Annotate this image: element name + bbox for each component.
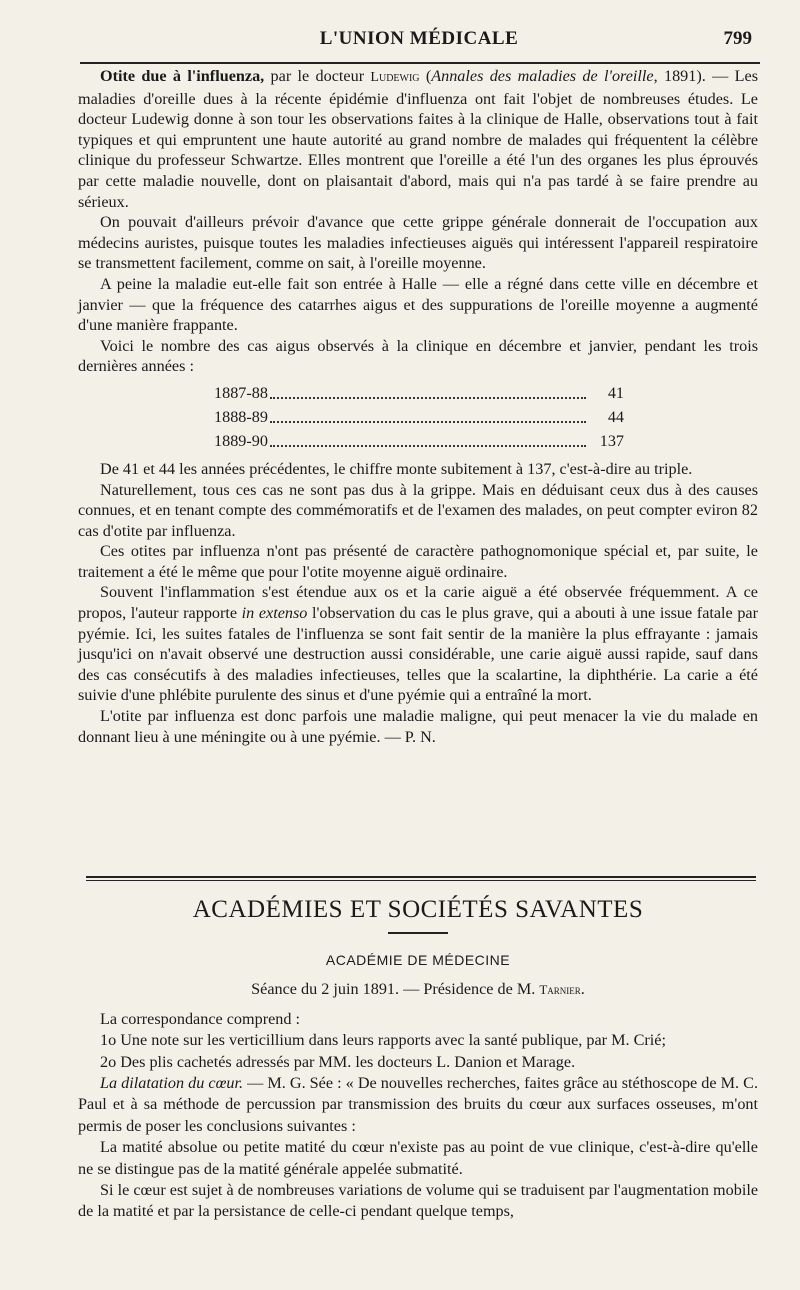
page-number: 799 [723,28,752,49]
article-paragraph-8: Souvent l'inflammation s'est étendue aux os et la carie aiguë a été observée fréquemment. A ce propos, l'auteur rapporte in extenso l'observation du cas le plus grave, qui a abouti à une issue fatale par pyémie. Ici, les suites fatales de l'influenza se sont fait sentir de la manière la plus effrayante : jamais jusqu'ici on n'avait observé une destruction aussi considérable, une carie aiguë aussi rapide, sauf dans des cas consécutifs à des maladies infectieuses, telles que la scalartine, la diphthérie. La carie a été suivie d'une phlébite purulente des sinus et d'une pyémie qui a entraîné la mort. [78,583,758,705]
article-paragraph-3: A peine la maladie eut-elle fait son entrée à Halle — elle a régné dans cette ville en décembre et janvier — que la fréquence des catarrhes aigus et des suppurations de l'oreille moyenne a augmenté d'une manière frappante. [78,274,758,335]
seance-line: Séance du 2 juin 1891. — Présidence de M. Tarnier. [251,980,585,999]
section-subtitle: ACADÉMIE DE MÉDECINE [325,952,511,968]
section-title: ACADÉMIES ET SOCIÉTÉS SAVANTES [192,896,644,923]
article-paragraph-9: L'otite par influenza est donc parfois une maladie maligne, qui peut menacer la vie du malade en donnant lieu à une méningite ou à une pyémie. — P. N. [78,707,758,746]
author-name: Ludewig [370,70,420,85]
president-name: Tarnier [539,982,581,998]
leader-dots [270,429,586,447]
dilatation-paragraph: La dilatation du cœur. — M. G. Sée : « De nouvelles recherches, faites grâce au stéthoscope de M. C. Paul et à sa méthode de percussion par transmission des bruits du cœur aux surfaces osseuses, m'ont permis de poser les conclusions suivantes : [78,1074,758,1135]
article-paragraph-6: Naturellement, tous ces cas ne sont pas dus à la grippe. Mais en déduisant ceux dus à des causes connues, et en tenant compte des commémoratifs et de l'examen des malades, on peut compter eviron 82 cas d'otite par influenza. [78,480,758,540]
matite-paragraph: La matité absolue ou petite matité du cœur n'existe pas au point de vue clinique, c'est-à-dire qu'elle ne se distingue pas de la matité générale appelée submatité. [78,1138,758,1178]
leader-dots [270,381,586,399]
article-paragraph-2: On pouvait d'ailleurs prévoir d'avance que cette grippe générale donnerait de l'occupation aux médecins auristes, puisque toutes les maladies infectieuses aiguës qui intéressent l'appareil respiratoire se transmettent facilement, comme on sait, à l'oreille moyenne. [78,213,758,273]
article-paragraph-4: Voici le nombre des cas aigus observés à la clinique en décembre et janvier, pendant les trois dernières années : [78,336,758,376]
section-separator [86,876,756,881]
row-year: 1888-89 [214,407,268,426]
header-rule [80,62,760,64]
article-paragraph-1: Otite due à l'influenza, par le docteur Ludewig (Annales des maladies de l'oreille, 1891). — Les maladies d'oreille dues à la récente épidémie d'influenza ont fait l'objet de nombreuses études. Le docteur Ludewig donne à son tour les observations faites à la clinique de Halle, observations tout à fait typiques et qui empruntent une haute autorité au grand nombre de malades qui fréquentent la célèbre clinique du professeur Schwartze. Elles montrent que l'oreille a été l'un des organes les plus éprouvés par cette maladie nouvelle, dont on plaisantait d'abord, mais qui n'a pas tardé à se faire prendre au sérieux. [78,67,759,211]
row-year: 1889-90 [214,431,268,450]
leader-dots [270,405,586,423]
table-row [214,429,624,453]
article-otite [78,66,758,747]
article-paragraph-7: Ces otites par influenza n'ont pas présenté de caractère pathognomonique spécial et, par suite, le traitement a été le même que pour l'otite moyenne aiguë ordinaire. [78,542,758,581]
table-row [214,381,624,405]
academies-section [78,895,758,1223]
correspondance-intro: La correspondance comprend : [100,1009,301,1028]
article-lead: Otite due à l'influenza, [100,67,265,85]
last-paragraph: Si le cœur est sujet à de nombreuses variations de volume qui se traduisent par l'augmentation mobile de la matité et par la persistance de celle-ci pendant quelque temps, [78,1181,758,1221]
running-header [78,28,760,58]
title-rule [388,932,448,934]
journal-title: L'UNION MÉDICALE [319,28,519,49]
article-paragraph-5: De 41 et 44 les années précédentes, le chiffre monte subitement à 137, c'est-à-dire au triple. [100,459,693,478]
cases-table [214,381,624,453]
row-count: 41 [607,383,624,402]
journal-name: Annales des maladies de l'oreille [431,67,654,85]
correspondance-item-2: 2o Des plis cachetés adressés par MM. les docteurs L. Danion et Marage. [100,1052,576,1071]
row-count: 137 [599,431,624,450]
row-count: 44 [607,407,624,426]
row-year: 1887-88 [214,383,268,402]
correspondance-item-1: 1o Une note sur les verticillium dans leurs rapports avec la santé publique, par M. Crié; [100,1031,666,1050]
table-row [214,405,624,429]
